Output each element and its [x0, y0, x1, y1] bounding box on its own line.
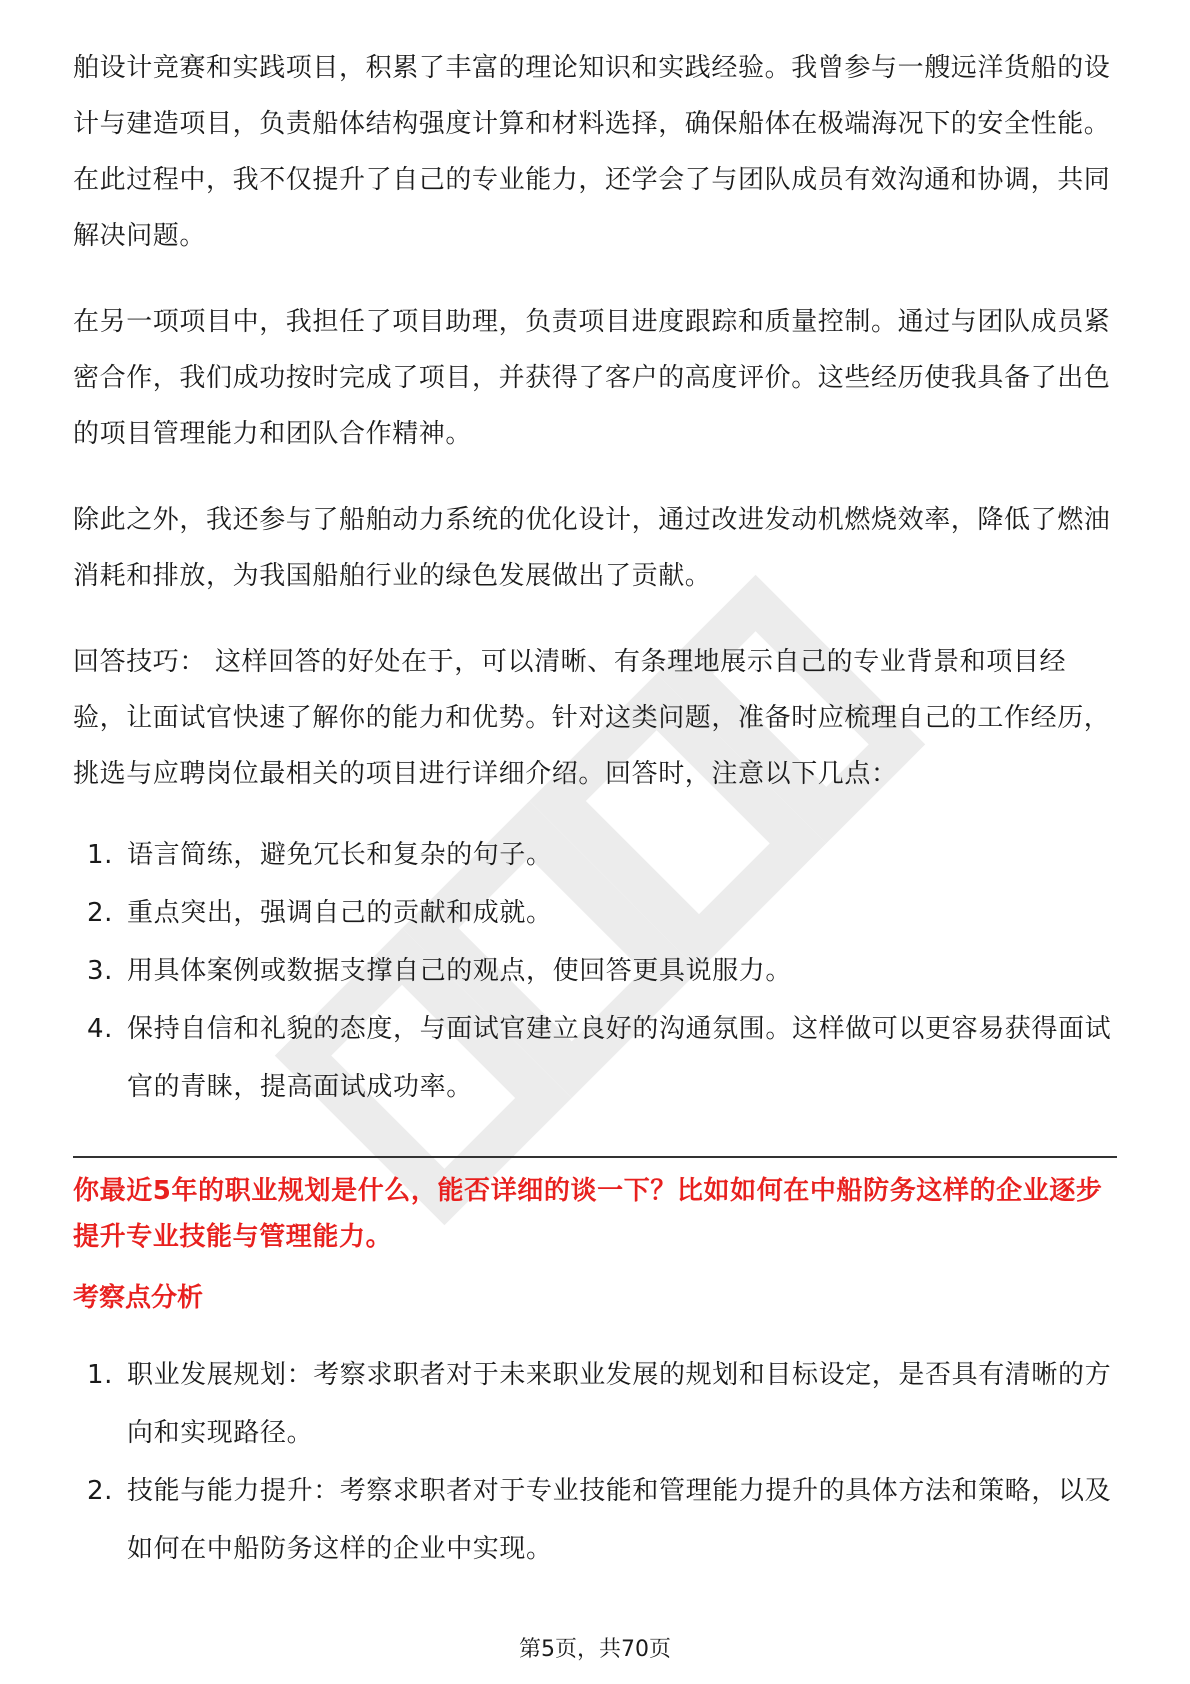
list-item: [73, 1462, 1117, 1578]
paragraph-experience-1: 舶设计竞赛和实践项目，积累了丰富的理论知识和实践经验。我曾参与一艘远洋货船的设计与建造项目，负责船体结构强度计算和材料选择，确保船体在极端海况下的安全性能。在此过程中，我不仅提升了自己的专业能力，还学会了与团队成员有效沟通和协调，共同解决问题。: [73, 53, 1111, 251]
interview-question: 你最近5年的职业规划是什么，能否详细的谈一下？比如如何在中船防务这样的企业逐步提升专业技能与管理能力。: [73, 1176, 1103, 1252]
list-item: [73, 942, 1117, 1000]
list-item: [73, 1000, 1117, 1116]
list-number: 3.: [87, 956, 114, 986]
list-number: 1.: [87, 1360, 114, 1390]
analysis-list: [73, 1346, 1117, 1578]
list-item: [73, 884, 1117, 942]
section-divider: [73, 1156, 1117, 1158]
list-number: 4.: [87, 1014, 114, 1044]
page-content: [73, 40, 1117, 1618]
list-number: 1.: [87, 840, 114, 870]
list-item-text: 语言简练，避免冗长和复杂的句子。: [127, 840, 553, 870]
paragraph-experience-2: 在另一项项目中，我担任了项目助理，负责项目进度跟踪和质量控制。通过与团队成员紧密合作，我们成功按时完成了项目，并获得了客户的高度评价。这些经历使我具备了出色的项目管理能力和团队合作精神。: [73, 307, 1111, 449]
list-item-text: 保持自信和礼貌的态度，与面试官建立良好的沟通氛围。这样做可以更容易获得面试官的青睐，提高面试成功率。: [127, 1014, 1112, 1102]
paragraph-experience-3: 除此之外，我还参与了船舶动力系统的优化设计，通过改进发动机燃烧效率，降低了燃油消耗和排放，为我国船舶行业的绿色发展做出了贡献。: [73, 505, 1111, 591]
list-item-text: 用具体案例或数据支撑自己的观点，使回答更具说服力。: [127, 956, 793, 986]
tips-list: [73, 826, 1117, 1116]
list-number: 2.: [87, 1476, 114, 1506]
paragraph-answer-tips: 回答技巧： 这样回答的好处在于，可以清晰、有条理地展示自己的专业背景和项目经验，让面试官快速了解你的能力和优势。针对这类问题，准备时应梳理自己的工作经历，挑选与应聘岗位最相关的项目进行详细介绍。回答时，注意以下几点：: [73, 647, 1111, 789]
analysis-title: 考察点分析: [73, 1283, 204, 1313]
list-item: [73, 1346, 1117, 1462]
list-number: 2.: [87, 898, 114, 928]
list-item-text: 重点突出，强调自己的贡献和成就。: [127, 898, 553, 928]
list-item-text: 职业发展规划：考察求职者对于未来职业发展的规划和目标设定，是否具有清晰的方向和实现路径。: [127, 1360, 1112, 1448]
list-item-text: 技能与能力提升：考察求职者对于专业技能和管理能力提升的具体方法和策略，以及如何在中船防务这样的企业中实现。: [127, 1476, 1112, 1564]
list-item: [73, 826, 1117, 884]
page-footer: 第5页，共70页: [519, 1637, 671, 1662]
